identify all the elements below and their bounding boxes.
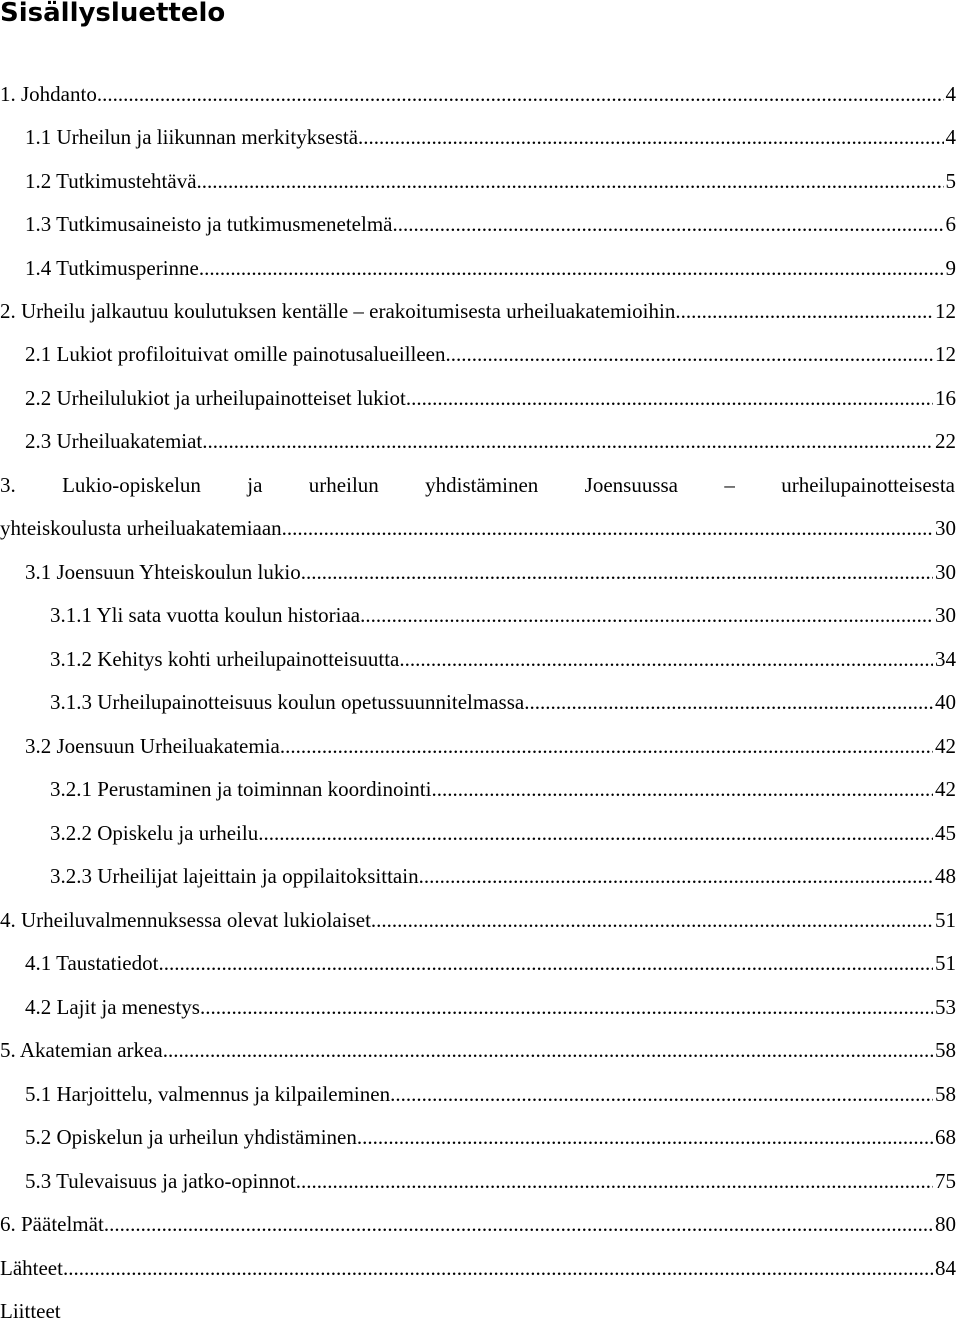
toc-entry-page: 30 bbox=[935, 516, 956, 540]
toc-leader-dots bbox=[393, 209, 944, 239]
toc-leader-dots bbox=[63, 1253, 933, 1283]
toc-entry-page: 58 bbox=[935, 1038, 956, 1062]
toc-entry[interactable] bbox=[0, 122, 956, 152]
toc-entry[interactable] bbox=[0, 166, 956, 196]
toc-leader-dots bbox=[163, 1035, 933, 1065]
toc-entry-label: 4.1 Taustatiedot bbox=[25, 951, 159, 975]
toc-leader-dots bbox=[280, 731, 933, 761]
toc-entry-label: 1.3 Tutkimusaineisto ja tutkimusmenetelmä bbox=[25, 212, 393, 236]
toc-entry-label: 2. Urheilu jalkautuu koulutuksen kentälle – erakoitumisesta urheiluakatemioihin bbox=[0, 299, 676, 323]
toc-entry-label: 3.1.3 Urheilupainotteisuus koulun opetussuunnitelmassa bbox=[50, 690, 525, 714]
toc-entry-page: 84 bbox=[935, 1256, 956, 1280]
toc-entry-page: 4 bbox=[945, 125, 956, 149]
toc-leader-dots bbox=[258, 818, 933, 848]
toc-entry-label: 5. Akatemian arkea bbox=[0, 1038, 163, 1062]
toc-entry[interactable] bbox=[0, 426, 956, 456]
toc-leader-dots bbox=[675, 296, 933, 326]
toc-entry[interactable] bbox=[0, 296, 956, 326]
toc-entry-label: 6. Päätelmät bbox=[0, 1212, 104, 1236]
toc-entry-label: 1.4 Tutkimusperinne bbox=[25, 256, 199, 280]
toc-entry-page: 51 bbox=[935, 908, 956, 932]
toc-entry-label: 3.2.1 Perustaminen ja toiminnan koordinointi bbox=[50, 777, 432, 801]
toc-leader-dots bbox=[371, 905, 933, 935]
toc-leader-dots bbox=[301, 557, 933, 587]
toc-leader-dots bbox=[399, 644, 933, 674]
toc-entry-label: Lähteet bbox=[0, 1256, 63, 1280]
toc-entry[interactable] bbox=[0, 861, 956, 891]
toc-entry-label: yhteiskoulusta urheiluakatemiaan bbox=[0, 516, 282, 540]
toc-entry[interactable] bbox=[0, 1253, 956, 1283]
toc-entry-label: 3.1.2 Kehitys kohti urheilupainotteisuutta bbox=[50, 647, 400, 671]
toc-entry[interactable] bbox=[0, 557, 956, 587]
toc-entry-label: Liitteet bbox=[0, 1299, 61, 1323]
toc-entry[interactable] bbox=[0, 905, 956, 935]
toc-entry[interactable] bbox=[0, 774, 956, 804]
toc-entry-label: 4.2 Lajit ja menestys bbox=[25, 995, 200, 1019]
toc-leader-dots bbox=[202, 426, 933, 456]
toc-entry[interactable] bbox=[0, 1296, 61, 1326]
toc-entry[interactable] bbox=[0, 818, 956, 848]
toc-leader-dots bbox=[200, 992, 933, 1022]
toc-entry-page: 68 bbox=[935, 1125, 956, 1149]
toc-entry[interactable] bbox=[0, 209, 956, 239]
toc-entry-page: 75 bbox=[935, 1169, 956, 1193]
toc-entry[interactable] bbox=[0, 687, 956, 717]
toc-entry[interactable] bbox=[0, 731, 956, 761]
toc-entry[interactable] bbox=[0, 992, 956, 1022]
toc-entry-label: 3. Lukio-opiskelun ja urheilun yhdistäminen Joensuussa – urheilupainotteisesta bbox=[0, 473, 955, 497]
toc-leader-dots bbox=[419, 861, 933, 891]
toc-leader-dots bbox=[199, 253, 944, 283]
toc-entry[interactable] bbox=[0, 1035, 956, 1065]
toc-leader-dots bbox=[104, 1209, 933, 1239]
toc-entry-page: 51 bbox=[935, 951, 956, 975]
toc-entry-label: 2.3 Urheiluakatemiat bbox=[25, 429, 203, 453]
toc-entry-page: 12 bbox=[935, 342, 956, 366]
toc-leader-dots bbox=[358, 122, 943, 152]
toc-entry-label: 3.1.1 Yli sata vuotta koulun historiaa bbox=[50, 603, 361, 627]
toc-leader-dots bbox=[431, 774, 933, 804]
toc-entry-page: 53 bbox=[935, 995, 956, 1019]
toc-entry-label: 1.2 Tutkimustehtävä bbox=[25, 169, 197, 193]
toc-entry-label: 1. Johdanto bbox=[0, 82, 97, 106]
toc-entry-page: 58 bbox=[935, 1082, 956, 1106]
toc-entry[interactable] bbox=[0, 383, 956, 413]
toc-entry-page: 45 bbox=[935, 821, 956, 845]
toc-entry-page: 30 bbox=[935, 560, 956, 584]
toc-entry-label: 3.2.3 Urheilijat lajeittain ja oppilaitoksittain bbox=[50, 864, 419, 888]
toc-leader-dots bbox=[357, 1122, 933, 1152]
toc-leader-dots bbox=[296, 1166, 933, 1196]
toc-entry[interactable] bbox=[0, 253, 956, 283]
toc-entry-label: 3.2 Joensuun Urheiluakatemia bbox=[25, 734, 280, 758]
toc-leader-dots bbox=[524, 687, 933, 717]
toc-entry[interactable] bbox=[0, 1209, 956, 1239]
toc-entry-label: 2.1 Lukiot profiloituivat omille painotusalueilleen bbox=[25, 342, 446, 366]
toc-leader-dots bbox=[390, 1079, 933, 1109]
toc-entry-wrapped-first-line[interactable] bbox=[0, 470, 955, 500]
toc-entry-page: 22 bbox=[935, 429, 956, 453]
toc-entry-page: 6 bbox=[945, 212, 956, 236]
toc-entry-label: 1.1 Urheilun ja liikunnan merkityksestä bbox=[25, 125, 359, 149]
toc-leader-dots bbox=[360, 600, 933, 630]
toc-leader-dots bbox=[446, 339, 933, 369]
toc-entry-label: 5.1 Harjoittelu, valmennus ja kilpaileminen bbox=[25, 1082, 391, 1106]
toc-entry-label: 2.2 Urheilulukiot ja urheilupainotteiset lukiot bbox=[25, 386, 406, 410]
toc-leader-dots bbox=[197, 166, 944, 196]
toc-entry-label: 4. Urheiluvalmennuksessa olevat lukiolaiset bbox=[0, 908, 371, 932]
toc-entry-page: 5 bbox=[945, 169, 956, 193]
toc-entry[interactable] bbox=[0, 1079, 956, 1109]
toc-entry[interactable] bbox=[0, 79, 956, 109]
toc-entry-page: 12 bbox=[935, 299, 956, 323]
toc-entry[interactable] bbox=[0, 948, 956, 978]
toc-entry-page: 4 bbox=[945, 82, 956, 106]
toc-entry[interactable] bbox=[0, 600, 956, 630]
toc-entry-label: 5.3 Tulevaisuus ja jatko-opinnot bbox=[25, 1169, 296, 1193]
toc-entry-page: 48 bbox=[935, 864, 956, 888]
toc-entry[interactable] bbox=[0, 339, 956, 369]
toc-entry[interactable] bbox=[0, 1166, 956, 1196]
toc-entry-page: 34 bbox=[935, 647, 956, 671]
toc-entry-page: 40 bbox=[935, 690, 956, 714]
toc-leader-dots bbox=[158, 948, 933, 978]
toc-entry-page: 42 bbox=[935, 734, 956, 758]
toc-entry-page: 9 bbox=[945, 256, 956, 280]
toc-entry-page: 30 bbox=[935, 603, 956, 627]
toc-entry-label: 5.2 Opiskelun ja urheilun yhdistäminen bbox=[25, 1125, 357, 1149]
toc-entry-page: 42 bbox=[935, 777, 956, 801]
toc-entry-page: 80 bbox=[935, 1212, 956, 1236]
toc-entry-label: 3.2.2 Opiskelu ja urheilu bbox=[50, 821, 259, 845]
page-title: Sisällysluettelo bbox=[0, 0, 226, 28]
toc-entry[interactable] bbox=[0, 1122, 956, 1152]
toc-leader-dots bbox=[406, 383, 933, 413]
toc-entry[interactable] bbox=[0, 513, 956, 543]
toc-entry-label: 3.1 Joensuun Yhteiskoulun lukio bbox=[25, 560, 301, 584]
toc-leader-dots bbox=[282, 513, 933, 543]
toc-entry[interactable] bbox=[0, 644, 956, 674]
toc-entry-page: 16 bbox=[935, 386, 956, 410]
toc-leader-dots bbox=[97, 79, 944, 109]
